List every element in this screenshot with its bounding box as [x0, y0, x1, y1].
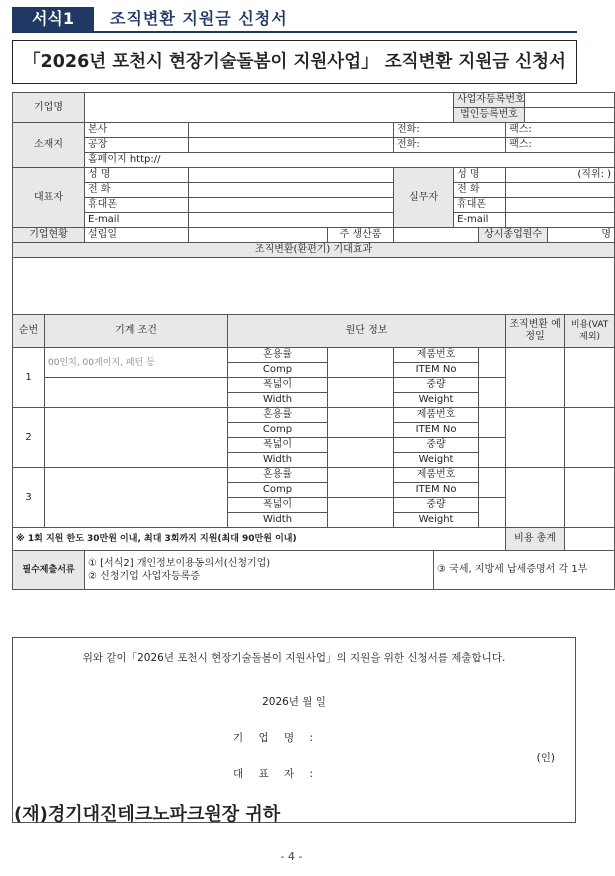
width-kr-label: 폭넓이: [228, 438, 328, 453]
comp-label: Comp: [228, 483, 328, 498]
declaration-rep[interactable]: 대 표 자 :: [233, 768, 319, 780]
rep-email-label: E-mail: [85, 213, 189, 228]
support-limit-note: ※ 1회 지원 한도 30만원 이내, 최대 3회까지 지원(최대 90만원 이내): [13, 528, 506, 551]
weight-en-label: Weight: [394, 453, 479, 468]
company-name-field[interactable]: [85, 93, 454, 123]
factory-address-field[interactable]: [189, 138, 394, 153]
plan-date-field[interactable]: [506, 348, 565, 408]
homepage-field[interactable]: 홈페이지 http://: [85, 153, 615, 168]
doc-item: ② 신청기업 사업자등록증: [88, 571, 200, 582]
staff-label: 실무자: [394, 168, 454, 228]
seal-mark: (인): [536, 752, 555, 764]
product-label: 주 생산품: [328, 228, 394, 243]
factory-phone-label: 전화:: [394, 138, 506, 153]
weight-field[interactable]: [479, 498, 506, 528]
width-field[interactable]: [328, 438, 394, 468]
product-no-label: 제품번호: [394, 468, 479, 483]
col-fabric: 원단 정보: [228, 315, 506, 348]
staff-name-label: 성 명: [454, 168, 506, 183]
declaration-text: 위와 같이「2026년 포천시 현장기술돌봄이 지원사업」의 지원을 위한 신청서를 제출합니다.: [82, 652, 506, 664]
width-field[interactable]: [328, 498, 394, 528]
width-field[interactable]: [328, 378, 394, 408]
founded-label: 설립일: [85, 228, 189, 243]
rep-phone-field[interactable]: [189, 183, 394, 198]
col-machine: 기계 조건: [45, 315, 228, 348]
width-en-label: Width: [228, 513, 328, 528]
product-no-field[interactable]: [479, 468, 506, 498]
main-title: 「2026년 포천시 현장기술돌봄이 지원사업」 조직변환 지원금 신청서: [12, 40, 577, 84]
weight-en-label: Weight: [394, 393, 479, 408]
width-kr-label: 폭넓이: [228, 498, 328, 513]
machine-field[interactable]: [45, 468, 228, 528]
form-header: [12, 7, 577, 33]
employees-label: 상시종업원수: [479, 228, 548, 243]
col-plan-date: 조직변환 예정일: [506, 315, 565, 348]
declaration-company[interactable]: 기 업 명 :: [233, 732, 319, 744]
status-label: 기업현황: [13, 228, 85, 243]
corp-reg-label: 법인등록번호: [454, 108, 525, 123]
col-no: 순번: [13, 315, 45, 348]
hq-address-field[interactable]: [189, 123, 394, 138]
form-badge: 서식1: [12, 7, 94, 31]
addressee: (재)경기대진테크노파크원장 귀하: [14, 804, 281, 825]
blend-field[interactable]: [328, 468, 394, 498]
corp-reg-field[interactable]: [525, 108, 615, 123]
item-no-label: ITEM No: [394, 483, 479, 498]
employees-unit[interactable]: 명: [548, 228, 615, 243]
product-no-field[interactable]: [479, 408, 506, 438]
staff-phone-label: 전 화: [454, 183, 506, 198]
docs-label: 필수제출서류: [13, 551, 85, 590]
product-no-label: 제품번호: [394, 348, 479, 363]
weight-field[interactable]: [479, 378, 506, 408]
cost-field[interactable]: [565, 408, 615, 468]
rep-name-field[interactable]: [189, 168, 394, 183]
factory-fax-label: 팩스:: [506, 138, 615, 153]
rep-email-field[interactable]: [189, 213, 394, 228]
product-no-label: 제품번호: [394, 408, 479, 423]
row-no: 1: [13, 348, 45, 408]
row-no: 2: [13, 408, 45, 468]
weight-en-label: Weight: [394, 513, 479, 528]
plan-date-field[interactable]: [506, 468, 565, 528]
hq-label: 본사: [85, 123, 189, 138]
comp-label: Comp: [228, 423, 328, 438]
product-no-field[interactable]: [479, 348, 506, 378]
blend-label: 혼용률: [228, 468, 328, 483]
page-number: - 4 -: [280, 850, 303, 863]
staff-mobile-field[interactable]: [506, 198, 615, 213]
width-en-label: Width: [228, 453, 328, 468]
blend-label: 혼용률: [228, 408, 328, 423]
staff-position-label[interactable]: (직위: ): [506, 168, 615, 183]
total-field[interactable]: [565, 528, 615, 551]
rep-mobile-field[interactable]: [189, 198, 394, 213]
comp-label: Comp: [228, 363, 328, 378]
machine-field[interactable]: 00인치, 00게이지, 패턴 등: [45, 348, 228, 378]
docs-list-left: [85, 551, 434, 590]
machine-field-continued[interactable]: [45, 378, 228, 408]
width-kr-label: 폭넓이: [228, 378, 328, 393]
declaration-box: [12, 637, 576, 823]
factory-label: 공장: [85, 138, 189, 153]
item-no-label: ITEM No: [394, 363, 479, 378]
rep-phone-label: 전 화: [85, 183, 189, 198]
row-no: 3: [13, 468, 45, 528]
staff-phone-field[interactable]: [506, 183, 615, 198]
effect-label: 조직변환(환편기) 기대효과: [13, 243, 615, 258]
application-table: [12, 92, 615, 590]
biz-reg-field[interactable]: [525, 93, 615, 108]
product-field[interactable]: [394, 228, 479, 243]
company-name-label: 기업명: [13, 93, 85, 123]
doc-item: ③ 국세, 지방세 납세증명서 각 1부: [434, 551, 615, 590]
rep-name-label: 성 명: [85, 168, 189, 183]
blend-label: 혼용률: [228, 348, 328, 363]
rep-label: 대표자: [13, 168, 85, 228]
doc-item: ① [서식2] 개인정보이용동의서(신청기업): [88, 558, 271, 569]
machine-field[interactable]: [45, 408, 228, 468]
weight-kr-label: 중량: [394, 498, 479, 513]
declaration-date[interactable]: 2026년 월 일: [262, 696, 326, 708]
weight-kr-label: 중량: [394, 438, 479, 453]
plan-date-field[interactable]: [506, 408, 565, 468]
staff-email-field[interactable]: [506, 213, 615, 228]
hq-phone-label: 전화:: [394, 123, 506, 138]
item-no-label: ITEM No: [394, 423, 479, 438]
location-label: 소재지: [13, 123, 85, 168]
biz-reg-label: 사업자등록번호: [454, 93, 525, 108]
form-header-title: 조직변환 지원금 신청서: [110, 9, 288, 28]
cost-field[interactable]: [565, 468, 615, 528]
weight-field[interactable]: [479, 438, 506, 468]
staff-mobile-label: 휴대폰: [454, 198, 506, 213]
width-en-label: Width: [228, 393, 328, 408]
founded-field[interactable]: [189, 228, 328, 243]
cost-field[interactable]: [565, 348, 615, 408]
blend-field[interactable]: [328, 348, 394, 378]
effect-field[interactable]: [13, 258, 615, 315]
staff-email-label: E-mail: [454, 213, 506, 228]
rep-mobile-label: 휴대폰: [85, 198, 189, 213]
hq-fax-label: 팩스:: [506, 123, 615, 138]
blend-field[interactable]: [328, 408, 394, 438]
total-label: 비용 총계: [506, 528, 565, 551]
weight-kr-label: 중량: [394, 378, 479, 393]
col-cost: 비용(VAT제외): [565, 315, 615, 348]
